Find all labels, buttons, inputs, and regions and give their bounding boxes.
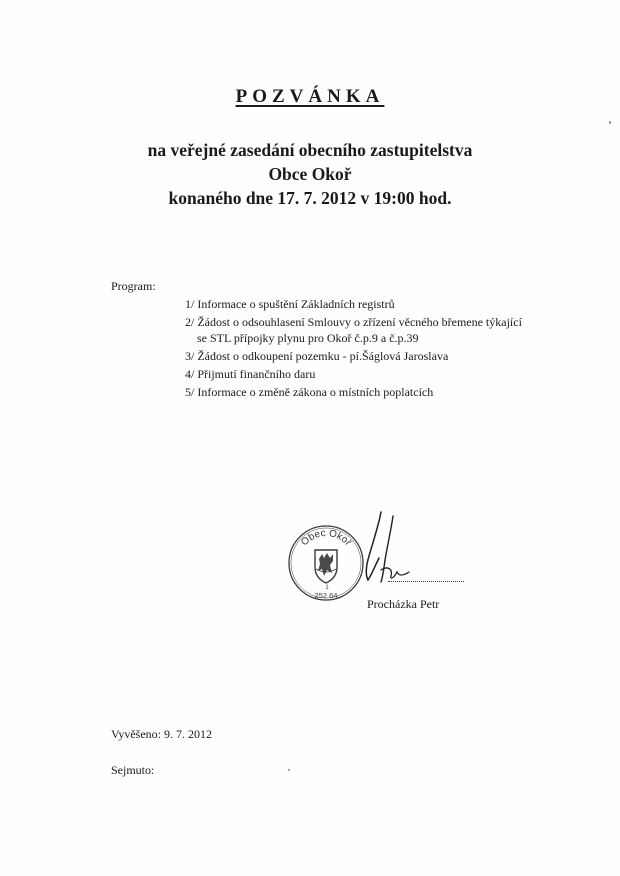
stamp-postcode: 252 64 xyxy=(314,591,338,600)
agenda-item-text: 2/ Žádost o odsouhlasení Smlouvy o zřízení věcného břemene týkající xyxy=(185,315,522,329)
document-title-text: POZVÁNKA xyxy=(235,86,385,107)
stamp-number: 1 xyxy=(325,585,329,591)
agenda-item xyxy=(185,384,585,400)
agenda-item-text: 3/ Žádost o odkoupení pozemku - pí.Šáglová Jaroslava xyxy=(185,349,449,363)
subtitle-municipality: Obce Okoř xyxy=(268,164,352,184)
agenda-item xyxy=(185,366,585,382)
agenda-item-text: 5/ Informace o změně zákona o místních poplatcích xyxy=(185,385,434,399)
stamp-text-top: Obec Okoř xyxy=(299,527,354,549)
subtitle-meeting: na veřejné zasedání obecního zastupitelstva xyxy=(147,140,473,160)
coat-of-arms-icon xyxy=(315,550,337,583)
handwritten-signature xyxy=(357,508,417,588)
agenda-item xyxy=(185,314,585,346)
removed-date: Sejmuto: xyxy=(111,763,155,777)
agenda-item-text: 4/ Přijmutí finančního daru xyxy=(185,367,316,381)
posted-date: Vyvěšeno: 9. 7. 2012 xyxy=(111,727,212,741)
signature-line xyxy=(388,581,464,582)
program-label: Program: xyxy=(111,279,156,293)
agenda-item-continuation: se STL přípojky plynu pro Okoř č.p.9 a č.p.39 xyxy=(197,331,419,345)
signer-name: Procházka Petr xyxy=(367,597,440,611)
scan-speck xyxy=(609,121,611,124)
agenda-item xyxy=(185,348,585,364)
agenda-item xyxy=(185,296,585,312)
agenda-item-text: 1/ Informace o spuštění Základních registrů xyxy=(185,297,395,311)
municipal-stamp xyxy=(286,523,366,603)
agenda-list xyxy=(185,296,585,402)
subtitle-date: konaného dne 17. 7. 2012 v 19:00 hod. xyxy=(168,188,452,208)
document-title xyxy=(0,86,620,108)
scan-speck xyxy=(288,769,290,771)
